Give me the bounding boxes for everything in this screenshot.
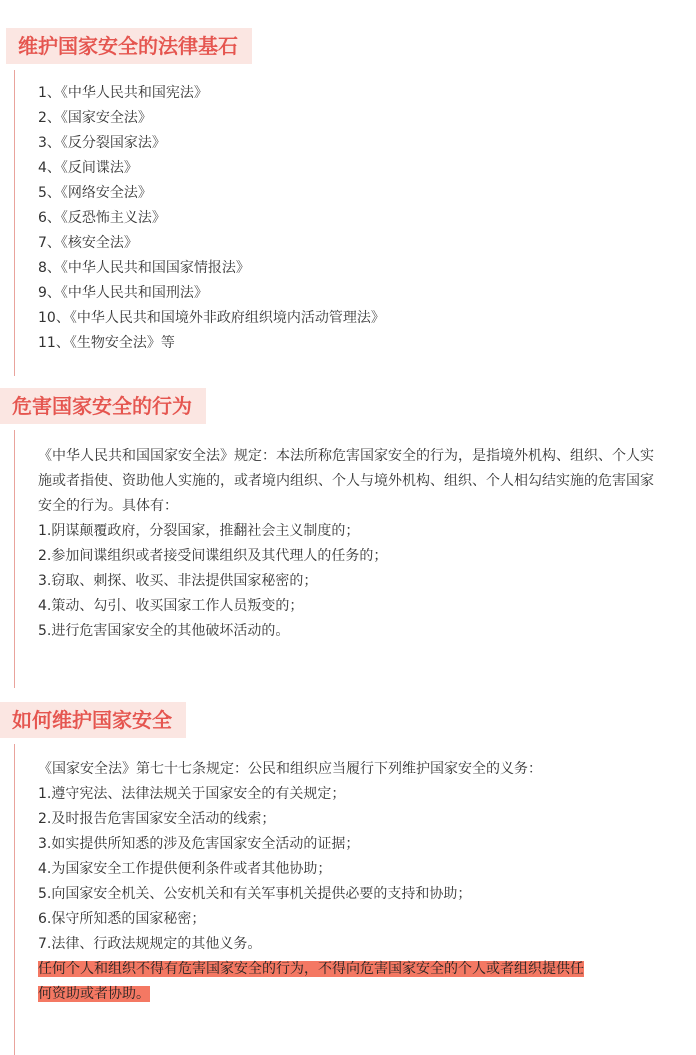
highlighted-warning-line: 任何个人和组织不得有危害国家安全的行为，不得向危害国家安全的个人或者组织提供任: [38, 961, 584, 977]
list-item: 3、《反分裂国家法》: [38, 135, 166, 151]
obligations-content: [38, 757, 654, 1007]
list-item: 4.策动、勾引、收买国家工作人员叛变的；: [38, 598, 304, 614]
list-item: 7、《核安全法》: [38, 235, 138, 251]
section-heading-how-to-protect: 如何维护国家安全: [0, 702, 186, 738]
list-item: 2.及时报告危害国家安全活动的线索；: [38, 811, 276, 827]
list-item: 1.遵守宪法、法律法规关于国家安全的有关规定；: [38, 786, 346, 802]
section-divider-bar: [14, 70, 15, 376]
law-list: [38, 81, 654, 356]
list-item: 1、《中华人民共和国宪法》: [38, 85, 208, 101]
section-heading-harmful-acts: 危害国家安全的行为: [0, 388, 206, 424]
list-item: 1.阴谋颠覆政府，分裂国家，推翻社会主义制度的；: [38, 523, 360, 539]
list-item: 9、《中华人民共和国刑法》: [38, 285, 208, 301]
list-item: 8、《中华人民共和国国家情报法》: [38, 260, 250, 276]
list-item: 5、《网络安全法》: [38, 185, 152, 201]
list-item: 3.窃取、刺探、收买、非法提供国家秘密的；: [38, 573, 318, 589]
list-item: 2.参加间谍组织或者接受间谍组织及其代理人的任务的；: [38, 548, 388, 564]
highlighted-warning-line: 何资助或者协助。: [38, 986, 150, 1002]
intro-paragraph: 《国家安全法》第七十七条规定：公民和组织应当履行下列维护国家安全的义务：: [38, 761, 542, 777]
intro-paragraph: 《中华人民共和国国家安全法》规定：本法所称危害国家安全的行为，是指境外机构、组织、个人实施或者指使、资助他人实施的，或者境内组织、个人与境外机构、组织、个人相勾结实施的危害国家安全的行为。具体有：: [38, 448, 654, 514]
section-heading-legal-foundation: 维护国家安全的法律基石: [6, 28, 252, 64]
list-item: 6、《反恐怖主义法》: [38, 210, 166, 226]
list-item: 4.为国家安全工作提供便利条件或者其他协助；: [38, 861, 332, 877]
list-item: 2、《国家安全法》: [38, 110, 152, 126]
list-item: 11、《生物安全法》等: [38, 335, 175, 351]
list-item: 3.如实提供所知悉的涉及危害国家安全活动的证据；: [38, 836, 360, 852]
list-item: 10、《中华人民共和国境外非政府组织境内活动管理法》: [38, 310, 385, 326]
section-divider-bar: [14, 430, 15, 688]
harmful-acts-content: [38, 444, 654, 644]
list-item: 4、《反间谍法》: [38, 160, 138, 176]
list-item: 5.向国家安全机关、公安机关和有关军事机关提供必要的支持和协助；: [38, 886, 472, 902]
list-item: 6.保守所知悉的国家秘密；: [38, 911, 206, 927]
section-divider-bar: [14, 744, 15, 1055]
list-item: 5.进行危害国家安全的其他破坏活动的。: [38, 623, 290, 639]
list-item: 7.法律、行政法规规定的其他义务。: [38, 936, 262, 952]
